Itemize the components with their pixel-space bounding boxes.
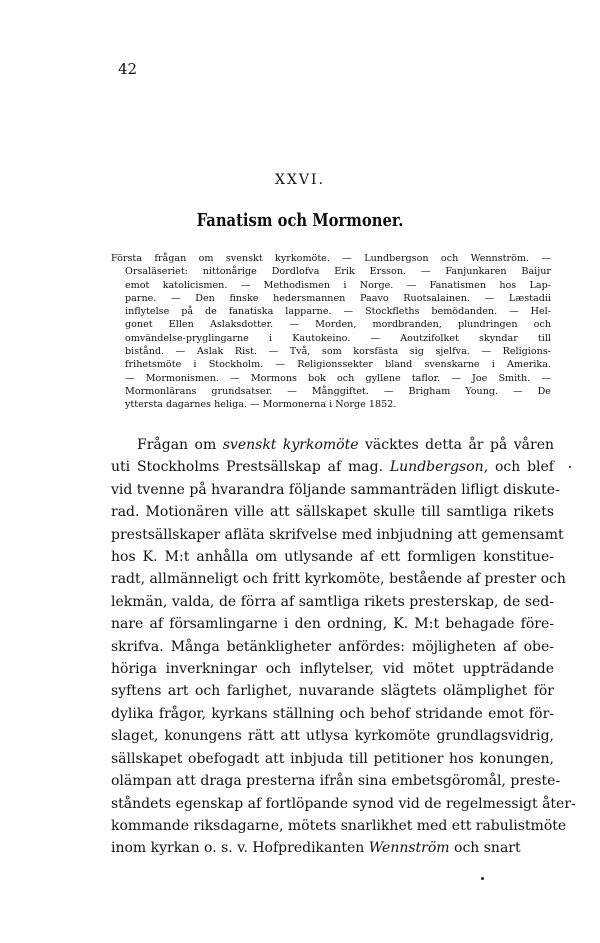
summary-line: Första frågan om svenskt kyrkomöte. — Lundbergson och Wennström. — [111,253,551,264]
body-line: rad. Motionären ville att sällskapet skulle till samtliga rikets [111,504,554,521]
paper-speck [481,877,484,880]
body-line: lekmän, valda, de förra af samtliga rikets presterskap, de sed- [111,593,554,610]
summary-line: Orsaläseriet: nittonårige Dordlofva Erik Ersson. — Fanjunkaren Baijur [125,266,551,278]
chapter-number: XXVI. [274,172,326,188]
body-line: nare af församlingarne i den ordning, K. M:t behagade före- [111,616,554,633]
summary-line: emot katolicismen. — Methodismen i Norge. — Fanatismen hos Lap- [125,279,551,291]
summary-line: parne. — Den finske hedersmannen Paavo Ruotsalainen. — Læstadii [125,292,551,304]
body-line: radt, allmänneligt och fritt kyrkomöte, bestående af prester och [111,571,566,588]
summary-line: Mormonlärans grundsatser. — Månggiftet. — Brigham Young. — De [125,385,551,397]
chapter-title: Fanatism och Mormoner. [196,210,404,231]
emphasis-name: Wennström [368,840,450,857]
body-line: vid tvenne på hvarandra följande sammanträden lifligt diskute- [111,481,560,498]
summary-line: — Mormonismen. — Mormons bok och gyllene taflor. — Joe Smith. — [125,372,551,384]
page-number: 42 [118,60,138,78]
summary-line: gonet Ellen Aslaksdotter. — Morden, mordbranden, plundringen och [125,319,551,331]
body-line: sällskapet obefogadt att inbjuda till petitioner hos konungen, [111,750,554,767]
summary-line: bistånd. — Aslak Rist. — Två, som korsfästa sig sjelfva. — Religions- [125,346,551,358]
body-line: dylika frågor, kyrkans ställning och behof stridande emot för- [111,705,554,722]
summary-line: frihetsmöte i Stockholm. — Religionssekter bland svenskarne i Amerika. [125,359,551,371]
body-line: skrifva. Många betänkligheter anfördes: möjligheten af obe- [111,638,554,655]
emphasis-term: svenskt kyrkomöte [222,437,359,453]
paper-speck [569,466,571,468]
body-line: ståndets egenskap af fortlöpande synod vid de regelmessigt åter- [111,795,576,812]
summary-line: omvändelse-pryglingarne i Kautokeino. — Aoutzifolket skyndar till [125,332,551,344]
body-line: uti Stockholms Prestsällskap af mag. Lundbergson, och blef [111,459,554,476]
body-line: inom kyrkan o. s. v. Hofpredikanten Wennström och snart [111,840,521,857]
body-line: prestsällskaper afläta skrifvelse med inbjudning att gemensamt [111,526,564,543]
body-line: Frågan om svenskt kyrkomöte väcktes detta år på våren [137,437,554,453]
body-line: höriga inverkningar och inflytelser, vid mötet uppträdande [111,661,554,678]
emphasis-name: Lundbergson [389,459,484,476]
body-line: olämpan att draga presterna ifrån sina embetsgöromål, preste- [111,773,561,790]
body-line: syftens art och farlighet, nuvarande slägtets olämplighet för [111,683,554,700]
summary-line: inflytelse på de fanatiska lapparne. — Stockfleths bemödanden. — Hel- [125,306,551,318]
body-line: hos K. M:t anhålla om utlysande af ett formligen konstitue- [111,549,554,566]
body-line: slaget, konungens rätt att utlysa kyrkomöte grundlagsvidrig, [111,728,554,745]
body-text [111,434,576,860]
body-line: kommande riksdagarne, mötets snarlikhet med ett rabulistmöte [111,817,567,834]
summary-line: yttersta dagarnes heliga. — Mormonerna i Norge 1852. [125,399,397,411]
chapter-summary [111,252,551,412]
